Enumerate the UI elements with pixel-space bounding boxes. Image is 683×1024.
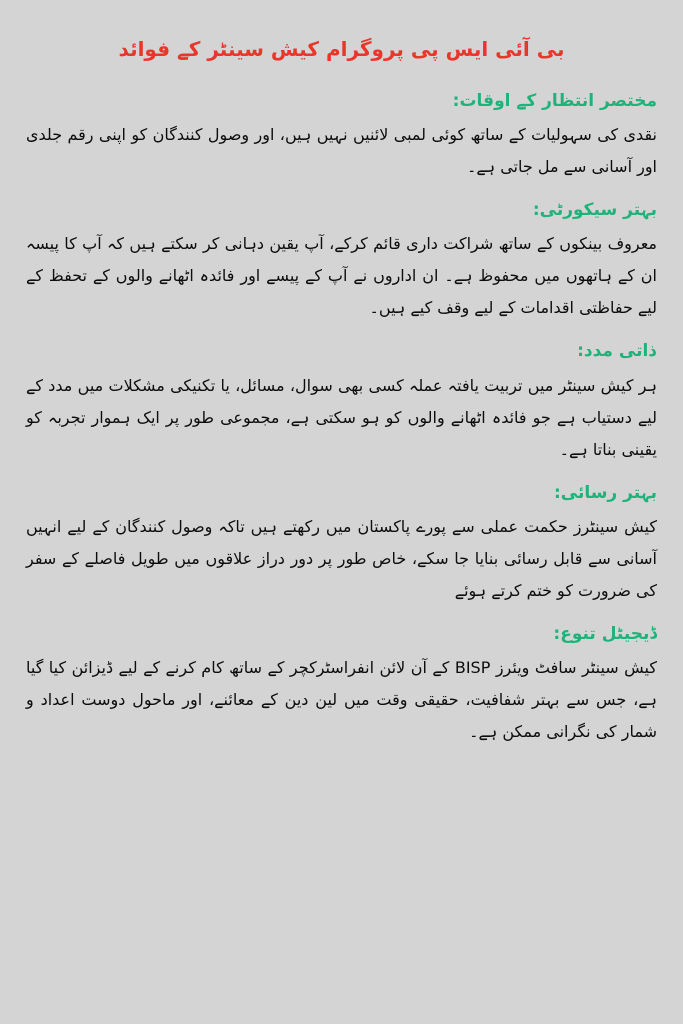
section-short-wait: [26, 82, 657, 189]
section-body: کیش سینٹر سافٹ ویئرز BISP کے آن لائن انفراسٹرکچر کے ساتھ کام کرنے کے لیے ڈیزائن کیا گیا ہے، جس سے بہتر شفافیت، حقیقی وقت میں لین دین کے معائنے، اور ماحول دوست اعداد و شمار کی نگرانی ممکن ہے۔: [26, 657, 658, 741]
section-heading: مختصر انتظار کے اوقات:: [452, 91, 657, 111]
section-better-security: [26, 191, 657, 330]
section-heading: ڈیجیٹل تنوع:: [553, 623, 657, 644]
section-better-access: [26, 474, 657, 613]
section-heading: ذاتی مدد:: [577, 341, 657, 362]
section-body: نقدی کی سہولیات کے ساتھ کوئی لمبی لائنیں نہیں ہیں، اور وصول کنندگان کو اپنی رقم جلدی اور آسانی سے مل جاتی ہے۔: [26, 125, 657, 177]
section-heading: بہتر سیکورٹی:: [532, 200, 657, 221]
section-body: ہر کیش سینٹر میں تربیت یافتہ عملہ کسی بھی سوال، مسائل، یا تکنیکی مشکلات میں مدد کے لیے دستیاب ہے جو فائدہ اٹھانے والوں کو ہو سکتی ہے، مجموعی طور پر ایک ہموار تجربہ کو یقینی بناتا ہے۔: [26, 375, 657, 459]
page-title: بی آئی ایس پی پروگرام کیش سینٹر کے فوائد: [118, 37, 565, 61]
section-body: کیش سینٹرز حکمت عملی سے پورے پاکستان میں رکھتے ہیں تاکہ وصول کنندگان کے لیے انہیں آسانی سے قابل رسائی بنایا جا سکے، خاص طور پر دور دراز علاقوں میں طویل فاصلے کے سفر کی ضرورت کو ختم کرتے ہوئے: [26, 516, 657, 600]
section-digital-diversity: [26, 615, 657, 754]
section-personal-help: [26, 332, 657, 471]
section-body: معروف بینکوں کے ساتھ شراکت داری قائم کرکے، آپ یقین دہانی کر سکتے ہیں کہ آپ کا پیسہ ان کے ہاتھوں میں محفوظ ہے۔ ان اداروں نے آپ کے پیسے اور فائدہ اٹھانے والوں کے تحفظ کے لیے حفاظتی اقدامات کے لیے وقف کیے ہیں۔: [26, 234, 657, 318]
section-heading: بہتر رسائی:: [553, 482, 657, 503]
